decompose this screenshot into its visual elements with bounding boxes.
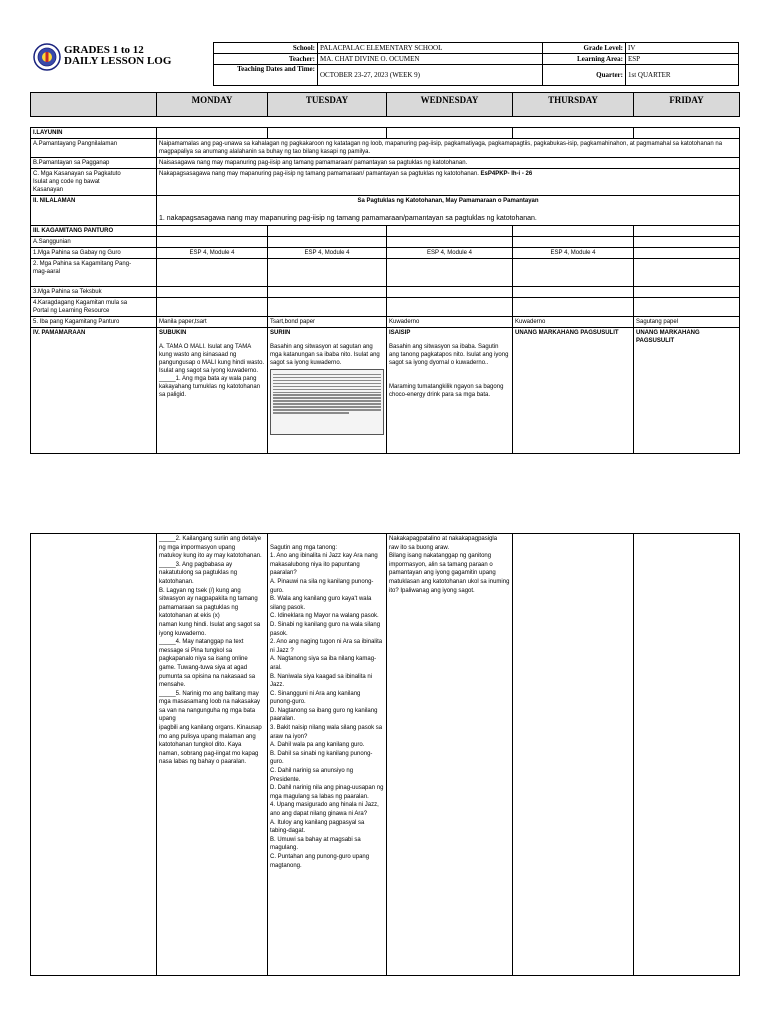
day-header-thursday: THURSDAY — [513, 93, 634, 117]
isaisip-text: Basahin ang sitwasyon sa ibaba. Sagutin ang tanong pagkatapos nito. Isulat ang iyong sagot sa iyong dyornal o kuwaderno.. Maraming tumatangkilik ngayon sa bagong choco-energy drink para sa mga bata. — [389, 344, 509, 398]
kasanayan-text: Nakapagsasagawa nang may mapanuring pag-iisip ng tamang pamamaraan/ pamantayan sa pagtuklas ng katotohanan. — [159, 171, 479, 177]
iba-pang-tuesday: Tsart,bond paper — [268, 317, 387, 328]
school-value: PALACPALAC ELEMENTARY SCHOOL — [318, 43, 543, 54]
day-header-tuesday: TUESDAY — [268, 93, 387, 117]
gabay-tuesday: ESP 4, Module 4 — [268, 248, 387, 259]
header-info-table — [213, 42, 739, 86]
teaching-dates-value: OCTOBER 23-27, 2023 (WEEK 9) — [318, 65, 543, 86]
procedure-monday — [157, 328, 268, 454]
document-title — [64, 45, 171, 67]
kagamitan-label: III. KAGAMITANG PANTURO — [31, 226, 157, 237]
article-image — [270, 369, 384, 435]
lesson-log-table — [30, 127, 740, 454]
gabay-monday: ESP 4, Module 4 — [157, 248, 268, 259]
kasanayan-code: EsP4PKP- Ih-i - 26 — [480, 171, 533, 177]
kasanayan-label: C. Mga Kasanayan sa Pagkatuto Isulat ang code ng bawat Kasanayan — [31, 169, 157, 196]
day-header-monday: MONDAY — [157, 93, 268, 117]
document-title-line1: GRADES 1 to 12 — [64, 44, 144, 56]
document-title-line2: DAILY LESSON LOG — [64, 55, 172, 67]
section-layunin: I.LAYUNIN — [31, 128, 157, 139]
iba-pang-monday: Manila paper,tsart — [157, 317, 268, 328]
deped-seal-logo — [33, 43, 61, 71]
nilalaman-label: II. NILALAMAN — [31, 196, 157, 226]
nilalaman-item: 1. nakapagsasagawa nang may mapanuring pag-iisip ng tamang pamamaraan/pamantayan sa pagtuklas ng katotohanan. — [159, 215, 537, 222]
continuation-monday: _____2. Kailangang suriin ang detalye ng mga impormasyon upang matukoy kung ito ay may katotohanan. _____3. Ang pagbabasa ay nakatutulong sa pagtuklas ng katotohanan. B. Lagyan ng tsek (/) kung ang sitwasyon ay nagpapakita ng tamang pamamaraan sa pagtuklas ng katotohanan at ekis (x) naman kung hindi. Isulat ang sagot sa iyong kuwaderno. _____4. May natanggap na text message si Pina tungkol sa pagkapanalo niya sa isang online game. Tuwang-tuwa siya at agad pumunta sa opisina na nakasaad sa mensahe. _____5. Narinig mo ang balitang may mga masasamang loob na nakasakay sa van na nangunguha ng mga bata upang ipagbili ang kanilang organs. Kinausap mo ang pulisya upang malaman ang katotohanan tungkol dito. Kaya naman, sobrang pag-iingat mo kapag nasa labas ng bahay o paaralan. — [157, 534, 268, 976]
continuation-thursday — [513, 534, 634, 976]
teacher-label: Teacher: — [214, 54, 318, 65]
isaisip-title: ISAISIP — [389, 330, 411, 336]
procedure-friday: UNANG MARKAHANG PAGSUSULIT — [634, 328, 740, 454]
learning-area-label: Learning Area: — [543, 54, 626, 65]
teaching-dates-label: Teaching Dates and Time: — [214, 65, 318, 86]
suriin-text: Basahin ang sitwasyon at sagutan ang mga katanungan sa ibaba nito. Isulat ang sagot sa iyong kuwaderno. — [270, 344, 380, 366]
procedure-tuesday — [268, 328, 387, 454]
pamantayan-pangnilalaman-label: A.Pamantayang Pangnilalaman — [31, 139, 157, 158]
day-header-row — [30, 92, 740, 117]
day-header-friday: FRIDAY — [634, 93, 740, 117]
quarter-value: 1st QUARTER — [626, 65, 739, 86]
pamantayan-pagganap-label: B.Pamantayan sa Pagganap — [31, 158, 157, 169]
continuation-label-cell — [31, 534, 157, 976]
procedure-wednesday — [387, 328, 513, 454]
school-label: School: — [214, 43, 318, 54]
iba-pang-thursday: Kuwaderno — [513, 317, 634, 328]
day-header-wednesday: WEDNESDAY — [387, 93, 513, 117]
pamantayan-pangnilalaman-text: Naipamamalas ang pag-unawa sa kahalagan ng pagkakaroon ng katatagan ng loob, mapanuring pag-iisip, pagkamatiyaga, pagkamapagtiis, pagkabukas-isip, pagkamahinahon, at pagmamahal sa katotohanan na magpapaliya sa anumang alalahanin sa buhay ng tao bilang kasapi ng pamilya. — [157, 139, 740, 158]
kagamitang-pang-label: 2. Mga Pahina sa Kagamitang Pang- mag-aaral — [31, 259, 157, 287]
gabay-friday — [634, 248, 740, 259]
procedure-thursday: UNANG MARKAHANG PAGSUSULIT — [513, 328, 634, 454]
iba-pang-wednesday: Kuwaderno — [387, 317, 513, 328]
grade-level-value: IV — [626, 43, 739, 54]
nilalaman-title: Sa Pagtuklas ng Katotohanan, May Pamamaraan o Pamantayan — [357, 198, 539, 204]
teacher-value: MA. CHAT DIVINE O. OCUMEN — [318, 54, 543, 65]
continuation-wednesday: Nakakapagpatalino at nakakapagpasigla raw ito sa buong araw. Bilang isang nakatanggap ng ganitong impormasyon, alin sa tamang paraan o pamantayan ang iyong gagamitin upang matuklasan ang katotohanan ukol sa inuming ito? Ipaliwanag ang iyong sagot. — [387, 534, 513, 976]
gabay-guro-label: 1.Mga Pahina sa Gabay ng Guro — [31, 248, 157, 259]
pamamaraan-label: IV. PAMAMARAAN — [31, 328, 157, 454]
day-header-blank — [31, 93, 157, 117]
gabay-thursday: ESP 4, Module 4 — [513, 248, 634, 259]
gabay-wednesday: ESP 4, Module 4 — [387, 248, 513, 259]
continuation-tuesday: Sagutin ang mga tanong: 1. Ano ang ibinalita ni Jazz kay Ara nang makasalubong niya ito papuntang paaralan? A. Pinauwi na sila ng kanilang punong-guro. B. Wala ang kanilang guro kaya't wala silang pasok. C. Idineklara ng Mayor na walang pasok. D. Sinabi ng kanilang guro na wala silang pasok. 2. Ano ang naging tugon ni Ara sa ibinalita ni Jazz ? A. Nagtanong siya sa iba nilang kamag-aral. B. Naniwala siya kaagad sa ibinalita ni Jazz. C. Sinangguni ni Ara ang kanilang punong-guro. D. Nagtanong sa ibang guro ng kanilang paaralan. 3. Bakit naisip nilang wala silang pasok sa araw na iyon? A. Dahil wala pa ang kanilang guro. B. Dahil sa sinabi ng kanilang punong-guro. C. Dahil narinig sa anunsiyo ng Presidente. D. Dahil narinig nila ang pinag-uusapan ng mga magulang sa labas ng paaralan. 4. Upang masigurado ang hinala ni Jazz, ano ang dapat nilang ginawa ni Ara? A. Ituloy ang kanilang pagpasyal sa tabing-dagat. B. Umuwi sa bahay at magsabi sa magulang. C. Puntahan ang punong-guro upang magtanong. — [268, 534, 387, 976]
learning-area-value: ESP — [626, 54, 739, 65]
subukin-text: A. TAMA O MALI. Isulat ang TAMA kung wasto ang isinasaad ng pangungusap o MALI kung hindi wasto. Isulat ang sagot sa iyong kuwaderno. _____1. Ang mga bata ay wala pang kakayahang tumuklas ng katotohanan sa paligid. — [159, 344, 265, 398]
iba-pang-friday: Sagutang papel — [634, 317, 740, 328]
kasanayan-cell — [157, 169, 740, 196]
quarter-label: Quarter: — [543, 65, 626, 86]
iba-pang-label: 5. Iba pang Kagamitang Panturo — [31, 317, 157, 328]
grade-level-label: Grade Level: — [543, 43, 626, 54]
teksbuk-label: 3.Mga Pahina sa Teksbuk — [31, 287, 157, 298]
continuation-friday — [634, 534, 740, 976]
subukin-title: SUBUKIN — [159, 330, 187, 336]
nilalaman-cell — [157, 196, 740, 226]
sanggunian-label: A.Sanggunian — [31, 237, 157, 248]
pamantayan-pagganap-text: Naisasagawa nang may mapanuring pag-iisip ang tamang pamamaraan/ pamantayan sa pagtuklas ng katotohanan. — [157, 158, 740, 169]
continuation-table — [30, 533, 740, 976]
suriin-title: SURIIN — [270, 330, 291, 336]
karagdagang-label: 4.Karagdagang Kagamitan mula sa Portal ng Learning Resource — [31, 298, 157, 317]
